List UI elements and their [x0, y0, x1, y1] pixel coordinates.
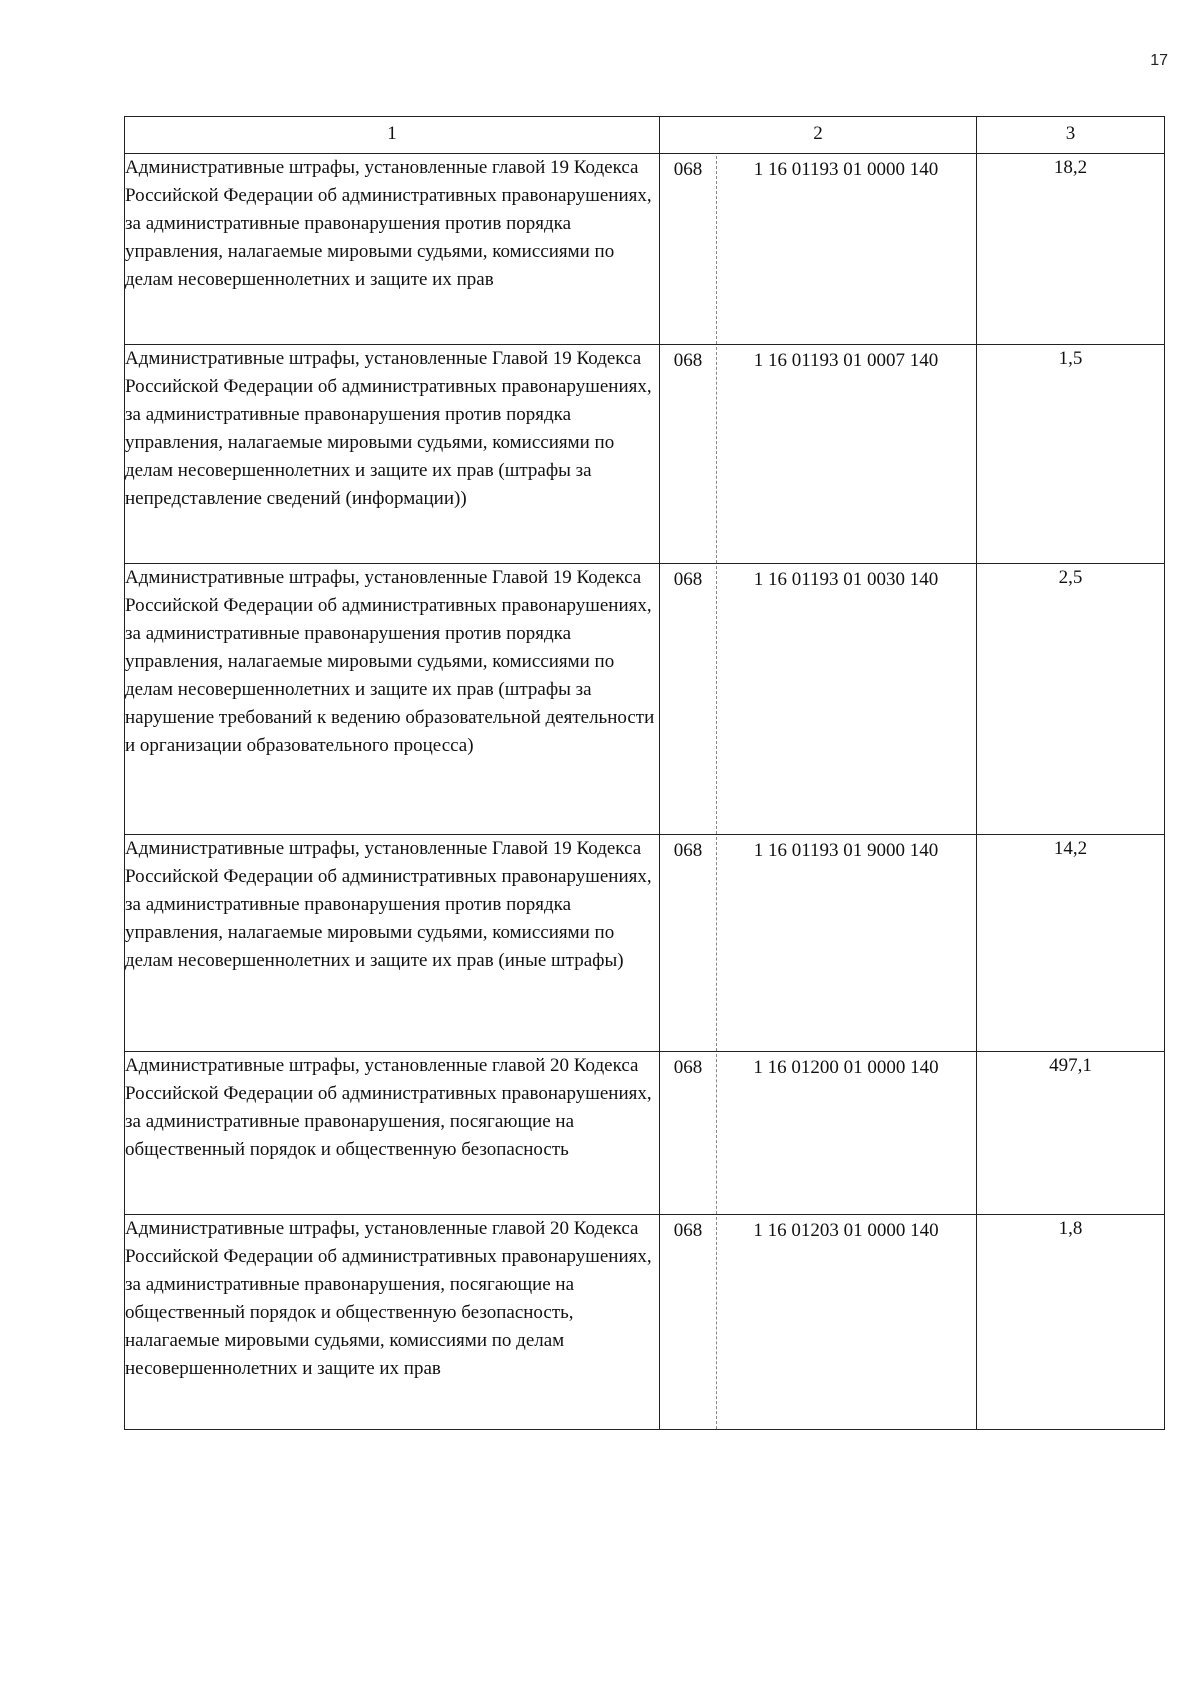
table-row — [125, 1215, 1165, 1430]
table-header-row — [125, 117, 1165, 154]
admin-code: 068 — [660, 156, 717, 344]
row-amount: 18,2 — [977, 154, 1165, 345]
table-row — [125, 154, 1165, 345]
budget-classification-code: 1 16 01203 01 0000 140 — [753, 1220, 939, 1241]
admin-code: 068 — [660, 1217, 717, 1429]
row-code-cell — [660, 345, 977, 564]
revenue-table — [124, 116, 1165, 1430]
row-code-cell — [660, 835, 977, 1052]
row-description: Административные штрафы, установленные главой 20 Кодекса Российской Федерации об административных правонарушениях, за административные правонарушения, посягающие на общественный порядок и общественную безопасность, налагаемые мировыми судьями, комиссиями по делам несовершеннолетних и защите их прав — [125, 1215, 660, 1430]
page-number: 17 — [1150, 52, 1168, 69]
row-code-cell — [660, 1052, 977, 1215]
table-row — [125, 835, 1165, 1052]
row-code-cell — [660, 1215, 977, 1430]
column-header-2: 2 — [660, 117, 977, 154]
admin-code: 068 — [660, 1054, 717, 1214]
row-amount: 2,5 — [977, 564, 1165, 835]
row-description: Административные штрафы, установленные Главой 19 Кодекса Российской Федерации об административных правонарушениях, за административные правонарушения против порядка управления, налагаемые мировыми судьями, комиссиями по делам несовершеннолетних и защите их прав (иные штрафы) — [125, 835, 660, 1052]
column-header-3: 3 — [977, 117, 1165, 154]
budget-classification-code: 1 16 01193 01 0000 140 — [753, 159, 939, 180]
table-row — [125, 345, 1165, 564]
row-code-cell — [660, 564, 977, 835]
budget-classification-code: 1 16 01193 01 0030 140 — [753, 569, 939, 590]
row-amount: 1,5 — [977, 345, 1165, 564]
column-header-1: 1 — [125, 117, 660, 154]
admin-code: 068 — [660, 837, 717, 1051]
row-code-cell — [660, 154, 977, 345]
budget-classification-code: 1 16 01193 01 9000 140 — [753, 840, 939, 861]
row-description: Административные штрафы, установленные Главой 19 Кодекса Российской Федерации об административных правонарушениях, за административные правонарушения против порядка управления, налагаемые мировыми судьями, комиссиями по делам несовершеннолетних и защите их прав (штрафы за непредставление сведений (информации)) — [125, 345, 660, 564]
row-amount: 497,1 — [977, 1052, 1165, 1215]
row-description: Административные штрафы, установленные главой 19 Кодекса Российской Федерации об административных правонарушениях, за административные правонарушения против порядка управления, налагаемые мировыми судьями, комиссиями по делам несовершеннолетних и защите их прав — [125, 154, 660, 345]
row-amount: 14,2 — [977, 835, 1165, 1052]
table-row — [125, 1052, 1165, 1215]
row-description: Административные штрафы, установленные Главой 19 Кодекса Российской Федерации об административных правонарушениях, за административные правонарушения против порядка управления, налагаемые мировыми судьями, комиссиями по делам несовершеннолетних и защите их прав (штрафы за нарушение требований к ведению образовательной деятельности и организации образовательного процесса) — [125, 564, 660, 835]
budget-classification-code: 1 16 01200 01 0000 140 — [753, 1057, 939, 1078]
admin-code: 068 — [660, 566, 717, 834]
row-description: Административные штрафы, установленные главой 20 Кодекса Российской Федерации об административных правонарушениях, за административные правонарушения, посягающие на общественный порядок и общественную безопасность — [125, 1052, 660, 1215]
row-amount: 1,8 — [977, 1215, 1165, 1430]
budget-classification-code: 1 16 01193 01 0007 140 — [753, 350, 939, 371]
table-row — [125, 564, 1165, 835]
admin-code: 068 — [660, 347, 717, 563]
